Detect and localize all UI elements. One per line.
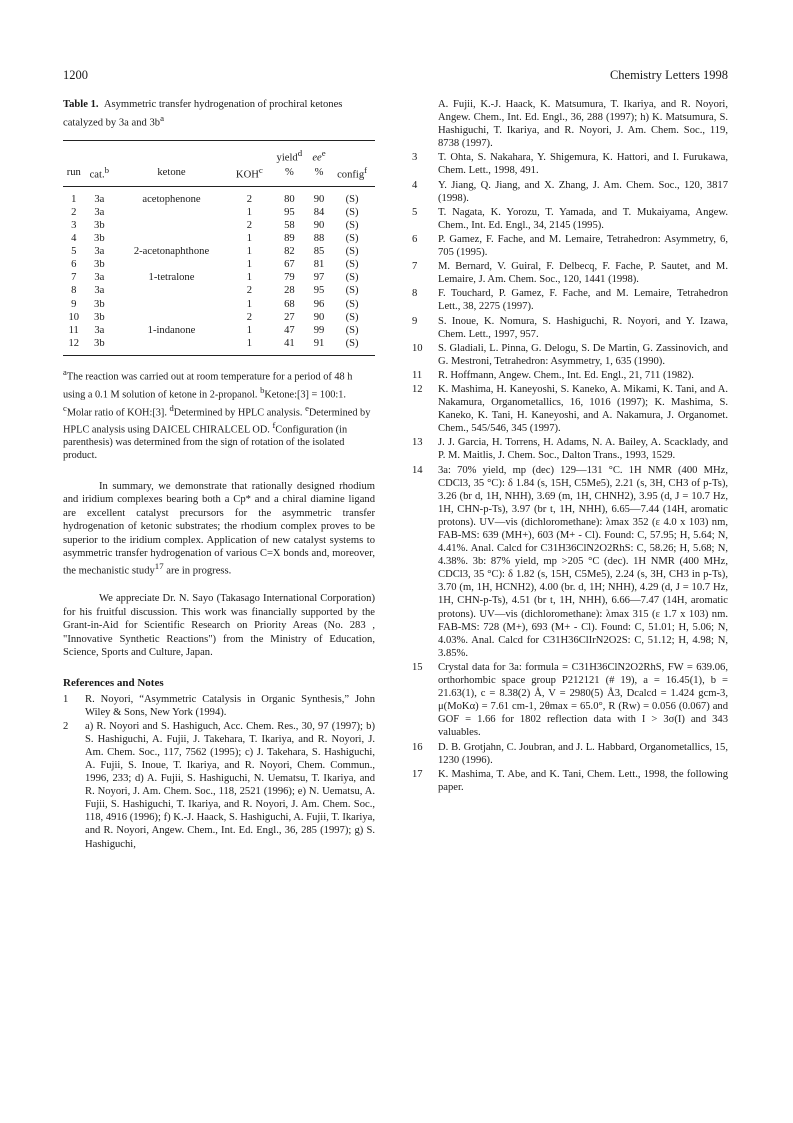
cell-run: 4 [71, 233, 77, 245]
reference-text: K. Mashima, H. Kaneyoshi, S. Kaneko, A. Mikami, K. Tani, and A. Nakamura, Organometallics, 16, 1016 (1997); K. Mashima, S. Kaneko, K. Tani, H. Kaneyoshi, and A. Nakamura, J. Organomet. Chem., 545/546, 345 (1997). [438, 383, 728, 435]
table-row [63, 232, 375, 245]
cell-run: 1 [71, 193, 77, 205]
page-number: 1200 [63, 68, 88, 82]
cell-run: 3 [71, 219, 77, 231]
reference-number: 7 [412, 261, 418, 273]
reference-number: 5 [412, 206, 418, 218]
references-heading: References and Notes [63, 677, 164, 690]
cell-config: (S) [345, 233, 359, 245]
reference-item [412, 179, 728, 205]
reference-item [412, 233, 728, 259]
col-ee-header: $ee^e$ [309, 140, 329, 164]
reference-number: 8 [412, 288, 418, 300]
reference-number: 13 [412, 437, 423, 449]
footnote-f: Configuration (in parenthesis) was determined from the sign of rotation of the isolated product. [63, 424, 348, 461]
cell-run: 5 [71, 246, 77, 258]
cell-koh: 1 [246, 272, 253, 284]
acknowledgment-paragraph: We appreciate Dr. N. Sayo (Takasago International Corporation) for his fruitful discussion. This work was financially supported by the Grant-in-Aid for Scientific Research on Priority Areas (No. 283 , "Innovative Synthetic Reactions") from the Ministry of Education, Science, Sports and Culture, Japan. [63, 593, 375, 659]
references-list-right [412, 151, 728, 794]
cell-config: (S) [345, 193, 359, 205]
cell-ee: 91 [309, 337, 329, 356]
col-cat-header: cat.$^b$ [85, 164, 115, 186]
cell-config: (S) [345, 259, 359, 271]
reference-item [412, 369, 728, 382]
reference-item [63, 693, 375, 719]
cell-koh: 2 [246, 285, 253, 297]
cell-cat: 3a [94, 324, 105, 336]
reference-text: F. Touchard, P. Gamez, F. Fache, and M. Lemaire, Tetrahedron Lett., 38, 2275 (1997). [438, 288, 728, 313]
results-table [63, 140, 375, 356]
cell-cat: 3b [94, 259, 105, 271]
cell-run: 12 [63, 337, 85, 356]
cell-config: (S) [345, 285, 359, 297]
cell-koh: 1 [246, 324, 253, 336]
reference-number: 6 [412, 233, 418, 245]
left-column [63, 98, 375, 852]
reference-number: 1 [63, 693, 69, 705]
cell-koh: 2 [246, 219, 253, 231]
reference-text: R. Hoffmann, Angew. Chem., Int. Ed. Engl., 21, 711 (1982). [438, 369, 694, 381]
cell-koh: 1 [246, 206, 253, 218]
cell-koh: 1 [229, 337, 270, 356]
reference-number: 17 [412, 768, 423, 780]
reference-text: T. Nagata, K. Yorozu, T. Yamada, and T. Mukaiyama, Angew. Chem., Int. Ed. Engl., 34, 2145 (1995). [438, 206, 728, 231]
cell-koh: 1 [246, 259, 253, 271]
reference-text: Crystal data for 3a: formula = C31H36ClN2O2RhS, FW = 639.06, orthorhombic space group P212121 (# 19), a = 16.45(1), b = 21.63(1), c = 8.38(2) Å, V = 2980(5) Å3, Dcalcd = 1.424 gcm-3, μ(MoKα) = 7.61 cm-1, 2θmax = 65.0°, R (Rw) = 0.056 (0.067) and GOF = 1.66 for 1802 reflection data with I > 3σ(I) and 343 valuables. [438, 661, 728, 739]
cell-yield: 82 [284, 246, 295, 258]
cell-ketone [114, 284, 229, 297]
references-list-left [63, 693, 375, 851]
cell-ketone [114, 258, 229, 271]
footnote-c: Molar ratio of KOH:[3]. [66, 406, 167, 418]
reference-text: S. Gladiali, L. Pinna, G. Delogu, S. De Martin, G. Zassinovich, and G. Mestroni, Tetrahedron: Asymmetry, 1, 635 (1990). [438, 342, 728, 367]
reference-number: 11 [412, 369, 423, 381]
reference-number: 4 [412, 179, 418, 191]
reference-text: P. Gamez, F. Fache, and M. Lemaire, Tetrahedron: Asymmetry, 6, 705 (1995). [438, 233, 728, 259]
reference-text: R. Noyori, “Asymmetric Catalysis in Organic Synthesis,” John Wiley & Sons, New York (1994). [85, 693, 375, 718]
cell-koh: 1 [246, 246, 253, 258]
footnote-e: Determined by HPLC analysis using DAICEL CHIRALCEL OD. [63, 406, 371, 436]
reference-item [412, 260, 728, 286]
cell-cat: 3a [94, 193, 105, 205]
cell-koh: 2 [246, 193, 253, 205]
cell-cat: 3a [94, 206, 105, 218]
reference-text: K. Mashima, T. Abe, and K. Tani, Chem. Lett., 1998, the following paper. [438, 768, 728, 793]
reference-text: S. Inoue, K. Nomura, S. Hashiguchi, R. Noyori, and Y. Izawa, Chem. Lett., 1997, 957. [438, 315, 728, 340]
table-row [63, 324, 375, 337]
cell-ee: 81 [313, 259, 325, 271]
cell-yield: 67 [284, 259, 295, 271]
cell-koh: 1 [246, 233, 253, 245]
reference-number: 3 [412, 152, 418, 164]
cell-yield: 68 [284, 298, 295, 310]
cell-run: 6 [71, 259, 77, 271]
cell-ee: 99 [313, 324, 325, 336]
right-column [412, 98, 728, 795]
cell-config: (S) [345, 246, 359, 258]
reference-text: Y. Jiang, Q. Jiang, and X. Zhang, J. Am. Chem. Soc., 120, 3817 (1998). [438, 179, 728, 204]
ref-2-continuation: A. Fujii, K.-J. Haack, K. Matsumura, T. Ikariya, and R. Noyori, Angew. Chem., Int. Ed. Engl., 36, 288 (1997); h) K. Matsumura, S. Hashiguchi, T. Ikariya, and R. Noyori, J. Am. Chem. Soc., 119, 8738 (1997). [438, 99, 728, 150]
reference-item [412, 741, 728, 767]
reference-number: 12 [412, 383, 423, 395]
reference-number: 15 [412, 661, 423, 673]
cell-config: (S) [345, 219, 359, 231]
table-row [63, 258, 375, 271]
table-row [63, 298, 375, 311]
reference-item [412, 342, 728, 368]
cell-run: 7 [71, 272, 77, 284]
cell-cat: 3a [94, 246, 105, 258]
col-run-header: run [63, 164, 85, 186]
cell-cat: 3b [94, 298, 105, 310]
cell-ee: 85 [313, 246, 325, 258]
footnote-d: Determined by HPLC analysis. [173, 406, 303, 418]
reference-item [412, 287, 728, 313]
reference-number: 9 [412, 315, 418, 327]
table-caption: Table 1. Asymmetric transfer hydrogenation of prochiral ketones catalyzed by 3a and $3b^a$ [63, 99, 343, 129]
cell-run: 2 [71, 206, 77, 218]
cell-yield: 79 [284, 272, 295, 284]
cell-koh: 2 [246, 311, 253, 323]
cell-yield: 58 [284, 219, 295, 231]
table-row [63, 337, 375, 356]
reference-number: 10 [412, 342, 423, 354]
cell-config: (S) [345, 298, 359, 310]
summary-paragraph: In summary, we demonstrate that rationally designed rhodium and iridium complexes bearing both a Cp* and a chiral diamine ligand are excellent catalyst precursors for the asymmetric transfer hydrogenation of ketonic substrates; the rhodium complex proves to be superior to the iridium complex. Application of new catalyst systems to asymmetric transfer hydrogenation of various C=X bonds and, moreover, the mechanistic study$^{17}$ are in progress. [63, 481, 375, 577]
cell-ketone [114, 337, 229, 356]
cell-ketone [114, 206, 229, 219]
cell-cat: 3b [94, 311, 105, 323]
col-koh-header: KOH$^c$ [229, 164, 270, 186]
cell-config: (S) [345, 324, 359, 336]
cell-ee: 90 [313, 219, 325, 231]
col-yield-unit: % [270, 164, 309, 186]
reference-item [412, 464, 728, 660]
footnote-a: The reaction was carried out at room temperature for a period of 48 h using a 0.1 M solution of ketone in 2-propanol. [63, 371, 353, 401]
cell-ee: 90 [313, 311, 325, 323]
reference-text: M. Bernard, V. Guiral, F. Delbecq, F. Fache, P. Sautet, and M. Lemaire, J. Am. Chem. Soc., 120, 1441 (1998). [438, 261, 728, 286]
cell-ee: 96 [313, 298, 325, 310]
reference-item [412, 768, 728, 794]
cell-yield: 41 [270, 337, 309, 356]
table-body [63, 186, 375, 355]
cell-yield: 27 [284, 311, 295, 323]
reference-item [63, 720, 375, 851]
cell-ee: 95 [313, 285, 325, 297]
table-row [63, 311, 375, 324]
table-row [63, 219, 375, 232]
cell-ketone: 1-tetralone [148, 272, 195, 284]
reference-number: 16 [412, 741, 423, 753]
reference-number: 2 [63, 720, 69, 732]
table-row [63, 206, 375, 219]
reference-number: 14 [412, 464, 423, 476]
reference-text: 3a: 70% yield, mp (dec) 129—131 °C. 1H NMR (400 MHz, CDCl3, 35 °C): δ 1.84 (s, 15H, C5Me5), 2.21 (s, 3H, CH3 of p-Ts), 3.26 (br d, 1H, NHH), 3.69 (m, 1H, CHNH2), 3.95 (d, J = 10.7 Hz, 1H, CHN-p-Ts), 3.97 (br t, 1H, NHH), 6.65—7.44 (14H, aromatic protons). UV—vis (dichloromethane): λmax 352 (ε 4.0 x 103) nm, FAB-MS: 639 (MH+), 603 (M+ - Cl). Found: C, 57.95; H, 5.64; N, 4.41%. Anal. Calcd for C31H36ClN2O2RhS: C, 58.26; H, 5.68; N, 4.38%. 3b: 87% yield, mp >205 °C (dec). 1H NMR (400 MHz, CDCl3, 35 °C): δ 1.82 (s, 15H, C5Me5), 2.24 (s, 3H, CH3 in p-Ts), 3.70 (m, 1H, HCNH2), 4.00 (br. d, 1H; NHH), 4.29 (d, J = 10.7 Hz, 1H, CHN-p-Ts), 4.51 (br t, 1H, NHH), 6.66—7.47 (14H, aromatic protons). UV—vis (dichloromethane): λmax 315 (ε 1.7 x 103) nm. FAB-MS: 728 (M+), 693 (M+ - Cl). Found: C, 51.01; H, 5.06; N, 4.03%. Anal. Calcd for C31H36ClIrN2O2S: C, 51.12; H, 4.98; N, 3.85%. [438, 464, 728, 659]
cell-yield: 95 [284, 206, 295, 218]
table-footnotes: $^a$The reaction was carried out at room temperature for a period of 48 h using a 0.1 M solution of ketone in 2-propanol. $^b$Ketone:[3] = 100:1. $^c$Molar ratio of KOH:[3]. $^d$Determined by HPLC analysis. $^e$Determined by HPLC analysis using DAICEL CHIRALCEL OD. $^f$Configuration (in parenthesis) was determined from the sign of rotation of the isolated product. [63, 366, 371, 461]
cell-config: (S) [345, 272, 359, 284]
reference-text: a) R. Noyori and S. Hashiguch, Acc. Chem. Res., 30, 97 (1997); b) S. Hashiguchi, A. Fujii, J. Takehara, T. Ikariya, and R. Noyori, J. Am. Chem. Soc., 117, 7562 (1995); c) J. Takehara, S. Hashiguchi, A. Fujii, S. Inoue, T. Ikariya, and R. Noyori, Chem. Commun., 1996, 233; d) A. Fujii, S. Hashiguchi, N. Uematsu, T. Ikariya, and R. Noyori, J. Am. Chem. Soc., 118, 2521 (1996); e) N. Uematsu, A. Fujii, S. Hashiguchi, T. Ikariya, and R. Noyori, J. Am. Chem. Soc., 118, 4916 (1996); f) K.-J. Haack, S. Hashiguchi, A. Fujii, T. Ikariya, and R. Noyori, Angew. Chem., Int. Ed. Engl., 36, 285 (1997); g) S. Hashiguchi, [85, 720, 375, 850]
reference-item [412, 383, 728, 435]
cell-config: (S) [345, 206, 359, 218]
cell-koh: 1 [246, 298, 253, 310]
cell-ee: 97 [313, 272, 325, 284]
col-ee-unit: % [309, 164, 329, 186]
table-row [63, 245, 375, 258]
cell-ketone [114, 311, 229, 324]
cell-yield: 47 [284, 324, 295, 336]
cell-run: 11 [68, 324, 79, 336]
reference-text: T. Ohta, S. Nakahara, Y. Shigemura, K. Hattori, and I. Furukawa, Chem. Lett., 1998, 491. [438, 152, 728, 177]
table-row [63, 284, 375, 297]
cell-cat: 3b [94, 219, 105, 231]
cell-yield: 28 [284, 285, 295, 297]
cell-config: (S) [345, 311, 359, 323]
cell-run: 9 [71, 298, 77, 310]
cell-run: 10 [68, 311, 80, 323]
cell-ketone [114, 219, 229, 232]
cell-ee: 88 [313, 233, 325, 245]
cell-ee: 90 [313, 193, 325, 205]
cell-ee: 84 [313, 206, 325, 218]
cell-config: (S) [329, 337, 375, 356]
col-yield-header: yield$^d$ [270, 140, 309, 164]
reference-item [412, 206, 728, 232]
cell-yield: 80 [284, 193, 295, 205]
col-ketone-header: ketone [114, 164, 229, 186]
cell-cat: 3b [94, 233, 105, 245]
cell-ketone [114, 298, 229, 311]
cell-ketone: 1-indanone [147, 324, 196, 336]
table-row [63, 271, 375, 284]
reference-text: D. B. Grotjahn, C. Joubran, and J. L. Habbard, Organometallics, 15, 1230 (1996). [438, 741, 728, 766]
reference-item [412, 436, 728, 462]
reference-item [412, 661, 728, 740]
reference-text: J. J. Garcia, H. Torrens, H. Adams, N. A. Bailey, A. Scacklady, and P. M. Maitlis, J. Chem. Soc., Dalton Trans., 1993, 1529. [438, 437, 728, 462]
cell-run: 8 [71, 285, 77, 297]
cell-cat: 3a [94, 285, 105, 297]
cell-cat: 3a [94, 272, 105, 284]
cell-ketone [114, 232, 229, 245]
reference-item [412, 151, 728, 177]
table-row [63, 186, 375, 206]
col-config-header: config$^f$ [329, 164, 375, 186]
journal-running-head: Chemistry Letters 1998 [609, 68, 728, 82]
reference-item [412, 315, 728, 341]
cell-ketone: acetophenone [142, 193, 201, 205]
cell-cat: 3b [85, 337, 115, 356]
cell-ketone: 2-acetonaphthone [133, 246, 210, 258]
cell-yield: 89 [284, 233, 295, 245]
footnote-b: Ketone:[3] = 100:1. [264, 389, 346, 401]
